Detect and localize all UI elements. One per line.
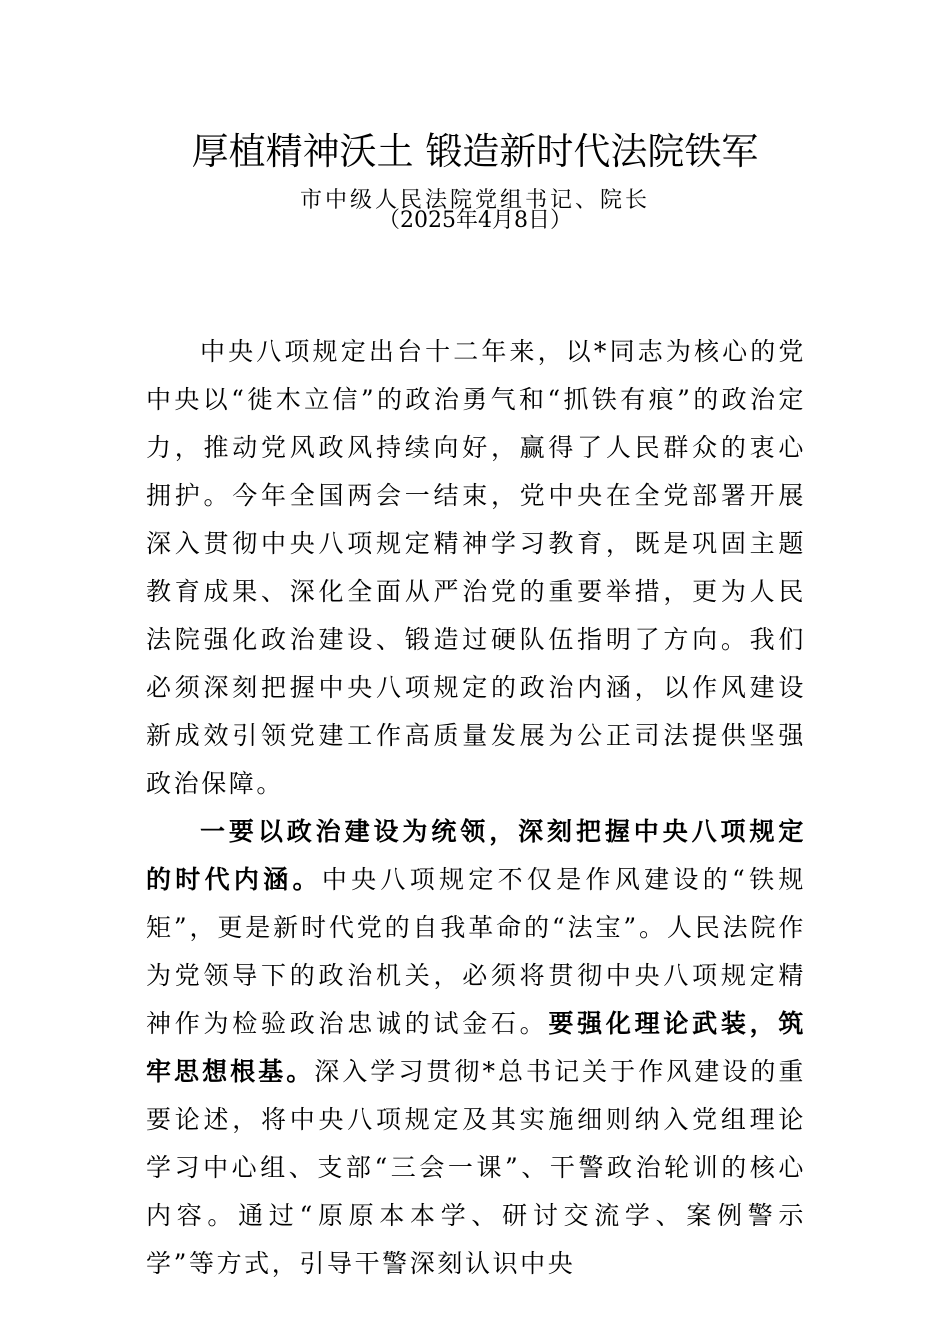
section-one-text-2: 深入学习贯彻*总书记关于作风建设的重要论述，将中央八项规定及其实施细则纳入党组理论学习中心组、支部“三会一课”、干警政治轮训的核心内容。通过“原原本本学、研讨交流学、案例警示学”等方式，引导干警深刻认识中央 [146, 1057, 806, 1278]
document-body [146, 328, 806, 1288]
section-one-subheading: 要强化理论武装，筑牢思想根基。 [146, 1009, 806, 1086]
section-one-text-1: 中央八项规定不仅是作风建设的“铁规矩”，更是新时代党的自我革命的“法宝”。人民法院作为党领导下的政治机关，必须将贯彻中央八项规定精神作为检验政治忠诚的试金石。 [146, 865, 806, 1038]
section-one-heading: 一要以政治建设为统领，深刻把握中央八项规定的时代内涵。 [146, 817, 806, 894]
paragraph-section-one [146, 808, 806, 1288]
date-line: （2025年4月8日） [378, 208, 572, 233]
date-line-wrapper [0, 202, 950, 236]
document-title: 厚植精神沃土 锻造新时代法院铁军 [191, 130, 759, 173]
author-line: 市中级人民法院党组书记、院长 [299, 188, 650, 213]
paragraph-intro: 中央八项规定出台十二年来，以*同志为核心的党中央以“徙木立信”的政治勇气和“抓铁有痕”的政治定力，推动党风政风持续向好，赢得了人民群众的衷心拥护。今年全国两会一结束，党中央在全党部署开展深入贯彻中央八项规定精神学习教育，既是巩固主题教育成果、深化全面从严治党的重要举措，更为人民法院强化政治建设、锻造过硬队伍指明了方向。我们必须深刻把握中央八项规定的政治内涵，以作风建设新成效引领党建工作高质量发展为公正司法提供坚强政治保障。 [146, 337, 806, 798]
